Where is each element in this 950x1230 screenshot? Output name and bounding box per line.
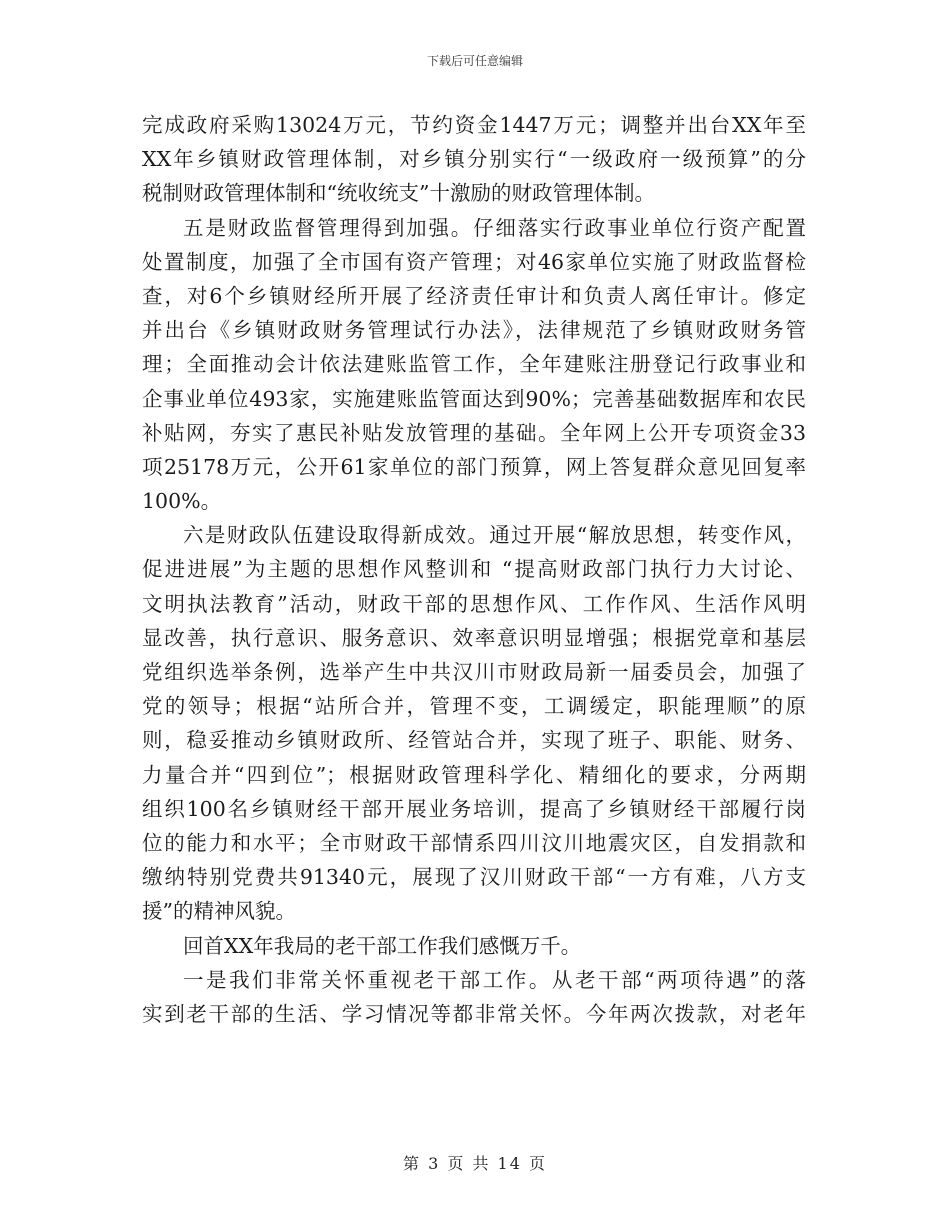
body-line: 力量合并“四到位”；根据财政管理科学化、精细化的要求，分两期 xyxy=(142,762,806,787)
body-line: 一是我们非常关怀重视老干部工作。从老干部“两项待遇”的落 xyxy=(183,967,806,992)
body-line: 处置制度，加强了全市国有资产管理；对46家单位实施了财政监督检 xyxy=(142,249,806,274)
body-line: 促进进展”为主题的思想作风整训和 “提高财政部门执行力大讨论、 xyxy=(142,557,806,582)
body-line: 六是财政队伍建设取得新成效。通过开展“解放思想，转变作风， xyxy=(183,523,806,548)
document-body xyxy=(142,108,806,1031)
body-line: 党组织选举条例，选举产生中共汉川市财政局新一届委员会，加强了 xyxy=(142,660,806,684)
body-line: 理；全面推动会计依法建账监管工作，全年建账注册登记行政事业和 xyxy=(142,352,806,377)
body-line: 党的领导；根据“站所合并，管理不变，工调缓定，职能理顺”的原 xyxy=(142,694,806,719)
body-line: 组织100名乡镇财经干部开展业务培训，提高了乡镇财经干部履行岗 xyxy=(142,796,806,821)
body-line: XX年乡镇财政管理体制，对乡镇分别实行“一级政府一级预算”的分 xyxy=(142,147,806,172)
body-line: 完成政府采购13024万元，节约资金1447万元；调整并出台XX年至 xyxy=(142,113,806,137)
page-number: 第 3 页 共 14 页 xyxy=(403,1154,547,1173)
body-line: 回首XX年我局的老干部工作我们感慨万千。 xyxy=(183,933,582,958)
body-line: 实到老干部的生活、学习情况等都非常关怀。今年两次拨款，对老年 xyxy=(142,1001,806,1026)
body-line: 文明执法教育”活动，财政干部的思想作风、工作作风、生活作风明 xyxy=(142,591,806,616)
body-line: 则，稳妥推动乡镇财政所、经管站合并，实现了班子、职能、财务、 xyxy=(142,728,806,753)
body-line: 100%。 xyxy=(142,489,222,514)
page-header: 下载后可任意编辑 xyxy=(426,54,523,68)
body-line: 位的能力和水平；全市财政干部情系四川汶川地震灾区，自发捐款和 xyxy=(142,830,806,855)
body-line: 查，对6个乡镇财经所开展了经济责任审计和负责人离任审计。修定 xyxy=(142,283,806,308)
body-line: 缴纳特别党费共91340元，展现了汉川财政干部“一方有难，八方支 xyxy=(142,865,806,890)
body-line: 补贴网，夯实了惠民补贴发放管理的基础。全年网上公开专项资金33 xyxy=(142,420,806,445)
body-line: 企事业单位493家，实施建账监管面达到90%；完善基础数据库和农民 xyxy=(142,386,806,411)
body-line: 并出台《乡镇财政财务管理试行办法》，法律规范了乡镇财政财务管 xyxy=(142,318,806,343)
body-line: 税制财政管理体制和“统收统支”十激励的财政管理体制。 xyxy=(142,181,655,206)
body-line: 援”的精神风貌。 xyxy=(142,899,296,924)
body-line: 项25178万元，公开61家单位的部门预算，网上答复群众意见回复率 xyxy=(142,454,806,479)
body-line: 显改善，执行意识、服务意识、效率意识明显增强；根据党章和基层 xyxy=(142,625,806,650)
body-line: 五是财政监督管理得到加强。仔细落实行政事业单位行资产配置 xyxy=(183,215,806,240)
